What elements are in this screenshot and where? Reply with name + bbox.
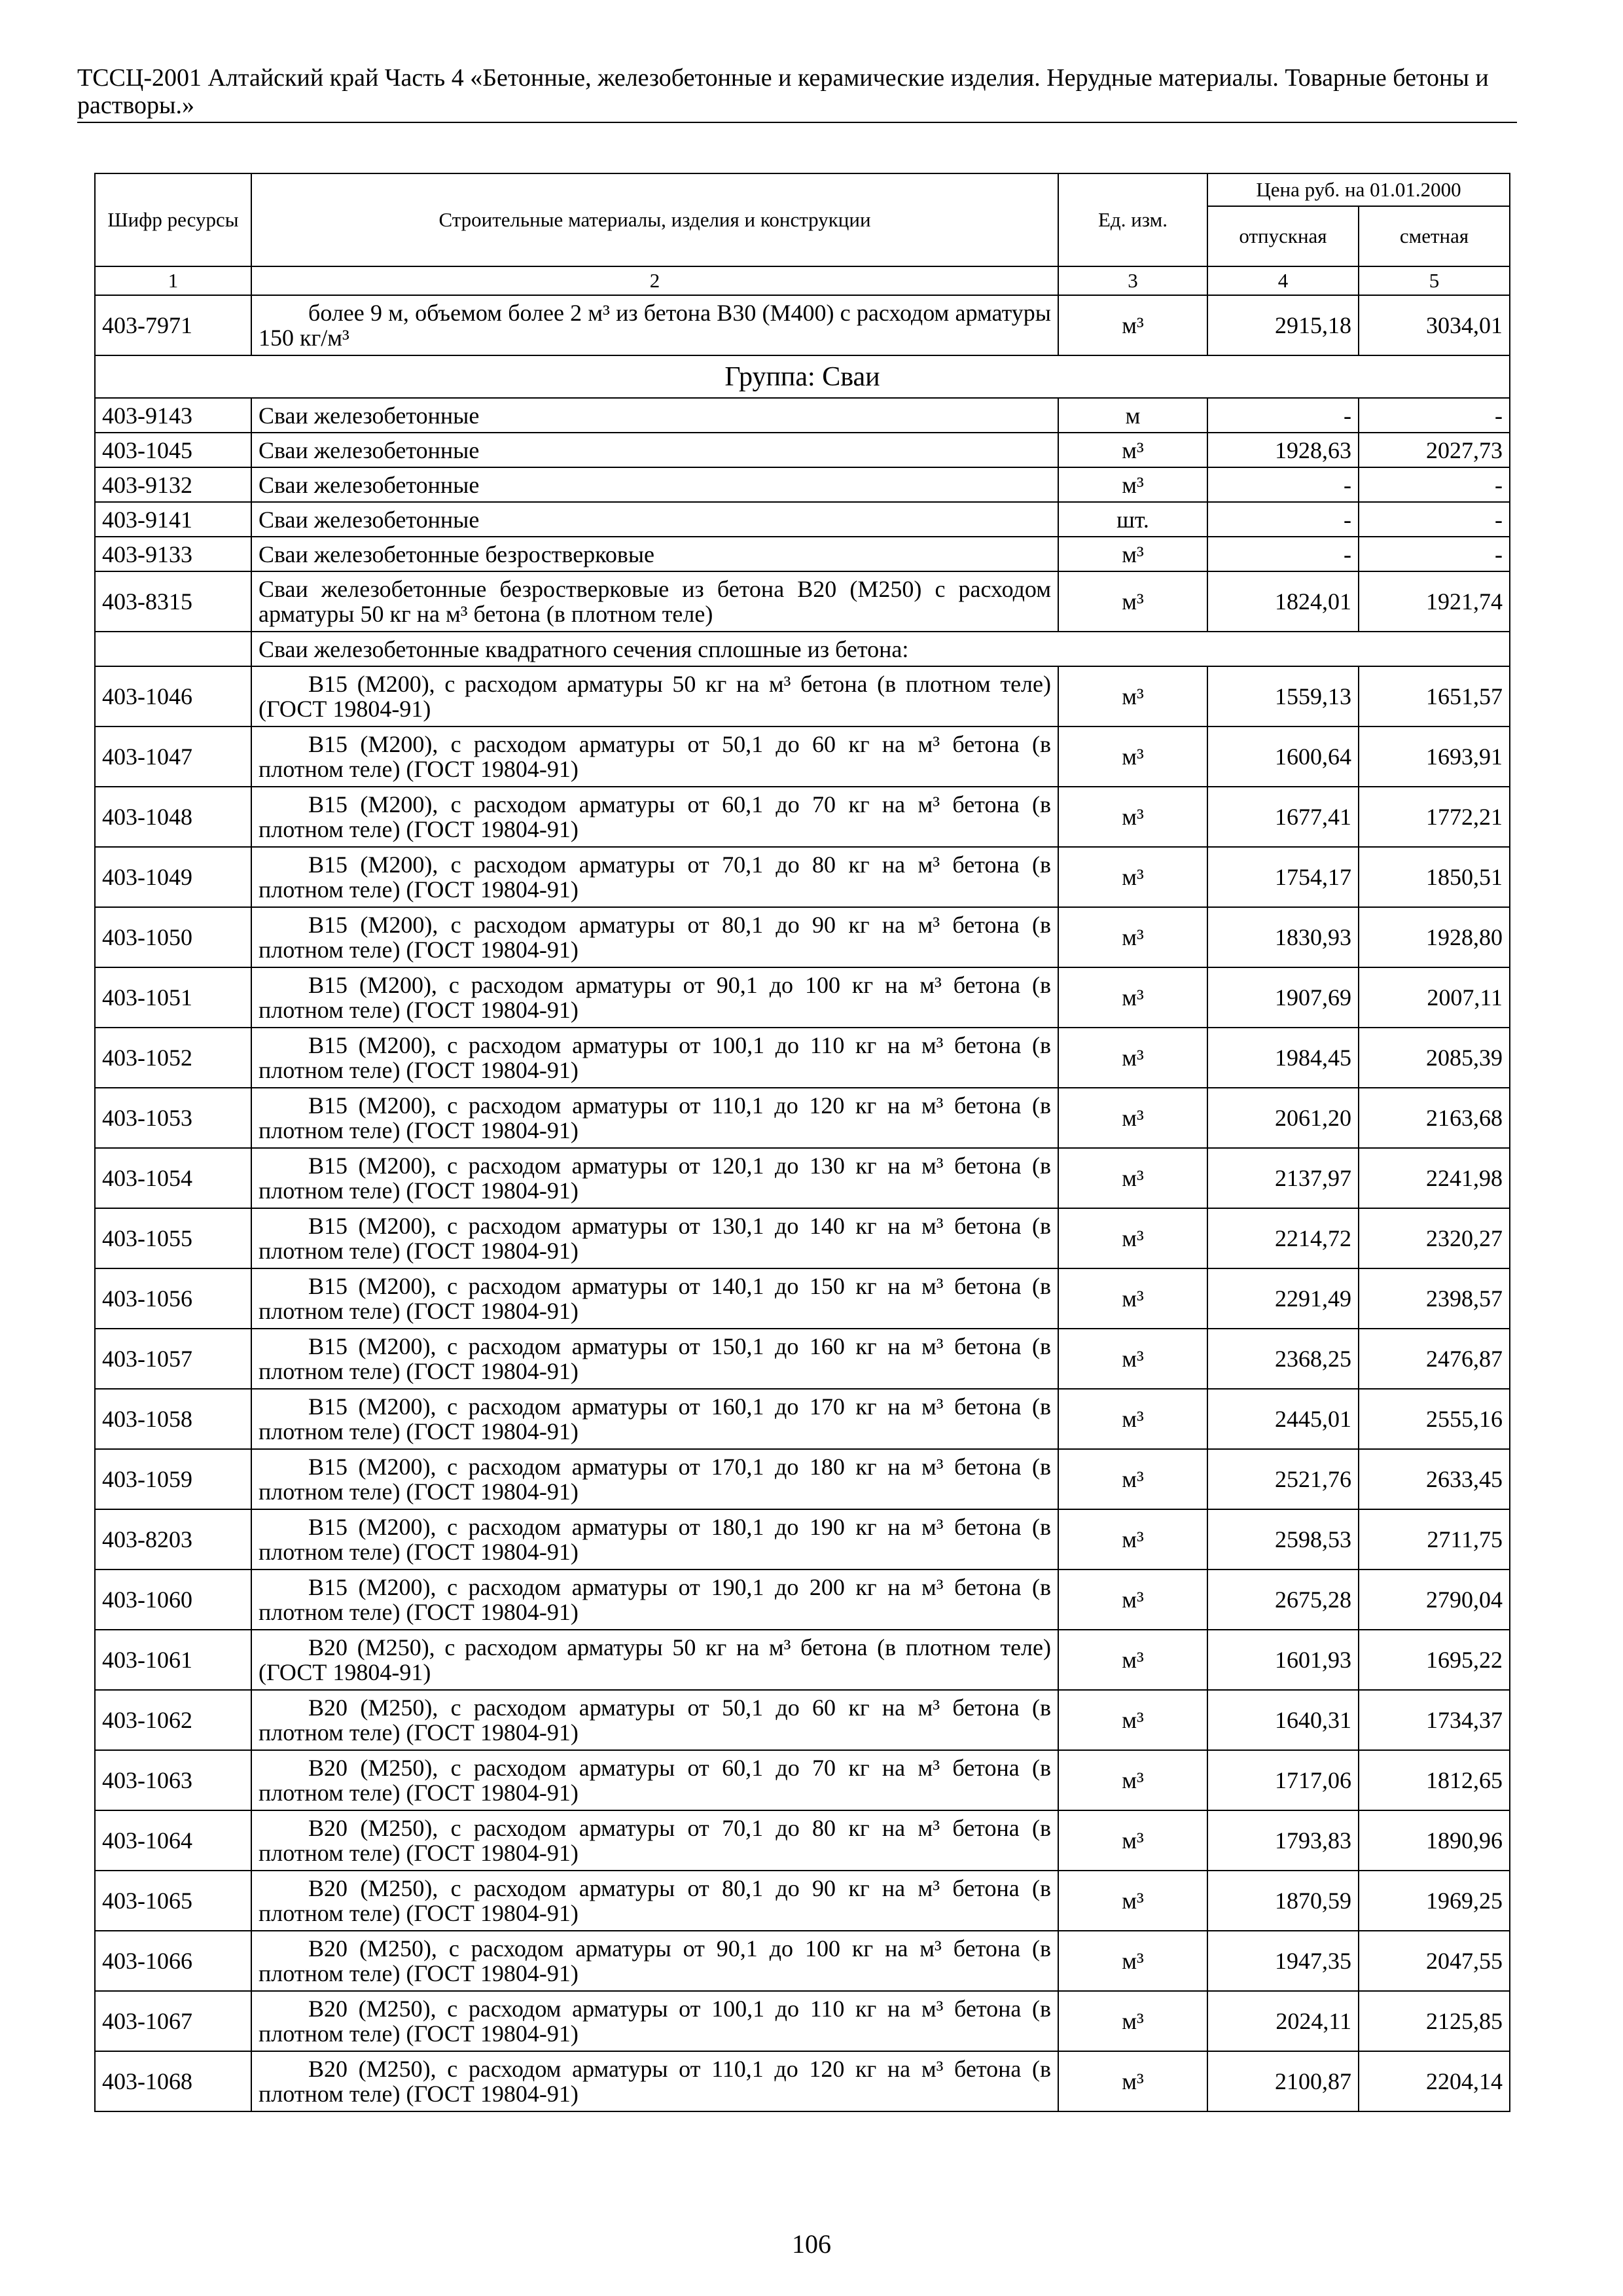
release-price: 1870,59 <box>1207 1871 1359 1931</box>
estimate-price: 2007,11 <box>1359 967 1510 1028</box>
resource-description: В15 (М200), с расходом арматуры от 130,1 до 140 кг на м³ бетона (в плотном теле) (ГОСТ 19804-91) <box>251 1208 1058 1268</box>
release-price: 1754,17 <box>1207 847 1359 907</box>
resource-code: 403-1059 <box>95 1449 251 1509</box>
table-row <box>95 907 1510 967</box>
estimate-price: 1772,21 <box>1359 787 1510 847</box>
resource-code: 403-1056 <box>95 1268 251 1329</box>
release-price: 1640,31 <box>1207 1690 1359 1750</box>
unit-of-measure: м³ <box>1058 1509 1207 1570</box>
table-row <box>95 1148 1510 1208</box>
estimate-price: 2555,16 <box>1359 1389 1510 1449</box>
unit-of-measure: м³ <box>1058 1028 1207 1088</box>
release-price: 2024,11 <box>1207 1991 1359 2051</box>
resource-description: В20 (М250), с расходом арматуры от 90,1 до 100 кг на м³ бетона (в плотном теле) (ГОСТ 19804-91) <box>251 1931 1058 1991</box>
release-price: 2915,18 <box>1207 295 1359 355</box>
price-table <box>94 173 1510 2112</box>
resource-description: В20 (М250), с расходом арматуры от 70,1 до 80 кг на м³ бетона (в плотном теле) (ГОСТ 19804-91) <box>251 1810 1058 1871</box>
resource-description: более 9 м, объемом более 2 м³ из бетона В30 (М400) с расходом арматуры 150 кг/м³ <box>251 295 1058 355</box>
release-price: 2598,53 <box>1207 1509 1359 1570</box>
resource-code: 403-1061 <box>95 1630 251 1690</box>
resource-code: 403-9143 <box>95 398 251 433</box>
unit-of-measure: м³ <box>1058 1931 1207 1991</box>
resource-description: В15 (М200), с расходом арматуры от 150,1 до 160 кг на м³ бетона (в плотном теле) (ГОСТ 19804-91) <box>251 1329 1058 1389</box>
unit-of-measure: м <box>1058 398 1207 433</box>
unit-of-measure: м³ <box>1058 433 1207 467</box>
table-row <box>95 1509 1510 1570</box>
table-row <box>95 726 1510 787</box>
resource-code: 403-1048 <box>95 787 251 847</box>
column-header-estimate-price: сметная <box>1359 206 1510 266</box>
estimate-price: 2320,27 <box>1359 1208 1510 1268</box>
estimate-price: - <box>1359 537 1510 571</box>
resource-description: В15 (М200), с расходом арматуры от 190,1 до 200 кг на м³ бетона (в плотном теле) (ГОСТ 19804-91) <box>251 1570 1058 1630</box>
unit-of-measure: шт. <box>1058 502 1207 537</box>
table-row <box>95 1088 1510 1148</box>
resource-code: 403-1047 <box>95 726 251 787</box>
release-price: 1984,45 <box>1207 1028 1359 1088</box>
table-row <box>95 467 1510 502</box>
resource-code: 403-8315 <box>95 571 251 632</box>
estimate-price: 1850,51 <box>1359 847 1510 907</box>
section-heading: Сваи железобетонные квадратного сечения сплошные из бетона: <box>251 632 1510 666</box>
table-row <box>95 1208 1510 1268</box>
release-price: 2368,25 <box>1207 1329 1359 1389</box>
table-row <box>95 537 1510 571</box>
estimate-price: - <box>1359 398 1510 433</box>
unit-of-measure: м³ <box>1058 1208 1207 1268</box>
resource-description: В15 (М200), с расходом арматуры от 80,1 до 90 кг на м³ бетона (в плотном теле) (ГОСТ 19804-91) <box>251 907 1058 967</box>
resource-description: В15 (М200), с расходом арматуры от 60,1 до 70 кг на м³ бетона (в плотном теле) (ГОСТ 19804-91) <box>251 787 1058 847</box>
table-row <box>95 1931 1510 1991</box>
header-rule <box>77 122 1517 123</box>
table-row <box>95 666 1510 726</box>
unit-of-measure: м³ <box>1058 1389 1207 1449</box>
column-number: 5 <box>1359 266 1510 295</box>
resource-description: В15 (М200), с расходом арматуры от 110,1 до 120 кг на м³ бетона (в плотном теле) (ГОСТ 19804-91) <box>251 1088 1058 1148</box>
resource-code: 403-1053 <box>95 1088 251 1148</box>
release-price: 2521,76 <box>1207 1449 1359 1509</box>
estimate-price: 1890,96 <box>1359 1810 1510 1871</box>
release-price: 1600,64 <box>1207 726 1359 787</box>
unit-of-measure: м³ <box>1058 1148 1207 1208</box>
unit-of-measure: м³ <box>1058 726 1207 787</box>
resource-code: 403-1058 <box>95 1389 251 1449</box>
release-price: 2061,20 <box>1207 1088 1359 1148</box>
resource-description: В20 (М250), с расходом арматуры от 100,1 до 110 кг на м³ бетона (в плотном теле) (ГОСТ 19804-91) <box>251 1991 1058 2051</box>
table-row <box>95 1871 1510 1931</box>
resource-code: 403-1060 <box>95 1570 251 1630</box>
estimate-price: 2633,45 <box>1359 1449 1510 1509</box>
unit-of-measure: м³ <box>1058 1750 1207 1810</box>
unit-of-measure: м³ <box>1058 1630 1207 1690</box>
resource-code: 403-9141 <box>95 502 251 537</box>
group-heading-row <box>95 355 1510 398</box>
unit-of-measure: м³ <box>1058 2051 1207 2111</box>
unit-of-measure: м³ <box>1058 1329 1207 1389</box>
resource-code: 403-1067 <box>95 1991 251 2051</box>
table-row <box>95 571 1510 632</box>
resource-code: 403-1057 <box>95 1329 251 1389</box>
estimate-price: 2163,68 <box>1359 1088 1510 1148</box>
table-row <box>95 967 1510 1028</box>
table-row <box>95 1389 1510 1449</box>
release-price: 2291,49 <box>1207 1268 1359 1329</box>
resource-code: 403-1054 <box>95 1148 251 1208</box>
table-row <box>95 1630 1510 1690</box>
release-price: - <box>1207 537 1359 571</box>
release-price: 1928,63 <box>1207 433 1359 467</box>
resource-code: 403-1066 <box>95 1931 251 1991</box>
resource-description: Сваи железобетонные безростверковые из бетона В20 (М250) с расходом арматуры 50 кг на м³ бетона (в плотном теле) <box>251 571 1058 632</box>
release-price: 2214,72 <box>1207 1208 1359 1268</box>
column-number: 3 <box>1058 266 1207 295</box>
unit-of-measure: м³ <box>1058 1449 1207 1509</box>
column-header-name: Строительные материалы, изделия и конструкции <box>251 173 1058 266</box>
resource-code: 403-1065 <box>95 1871 251 1931</box>
resource-description: В15 (М200), с расходом арматуры от 120,1 до 130 кг на м³ бетона (в плотном теле) (ГОСТ 19804-91) <box>251 1148 1058 1208</box>
resource-code: 403-9132 <box>95 467 251 502</box>
resource-description: Сваи железобетонные <box>251 433 1058 467</box>
table-row <box>95 1329 1510 1389</box>
estimate-price: 2476,87 <box>1359 1329 1510 1389</box>
resource-code: 403-1063 <box>95 1750 251 1810</box>
estimate-price: 2125,85 <box>1359 1991 1510 2051</box>
group-heading: Группа: Сваи <box>95 355 1510 398</box>
resource-code: 403-1051 <box>95 967 251 1028</box>
estimate-price: 2711,75 <box>1359 1509 1510 1570</box>
resource-description: В15 (М200), с расходом арматуры 50 кг на м³ бетона (в плотном теле) (ГОСТ 19804-91) <box>251 666 1058 726</box>
table-row <box>95 2051 1510 2111</box>
page-number: 106 <box>792 2229 831 2259</box>
column-header-release-price: отпускная <box>1207 206 1359 266</box>
column-number: 2 <box>251 266 1058 295</box>
resource-code: 403-1052 <box>95 1028 251 1088</box>
table-row <box>95 1449 1510 1509</box>
release-price: 1793,83 <box>1207 1810 1359 1871</box>
table-row <box>95 398 1510 433</box>
resource-code: 403-1050 <box>95 907 251 967</box>
estimate-price: 1734,37 <box>1359 1690 1510 1750</box>
table-row <box>95 502 1510 537</box>
column-header-code: Шифр ресурсы <box>95 173 251 266</box>
table-row <box>95 847 1510 907</box>
unit-of-measure: м³ <box>1058 847 1207 907</box>
estimate-price: 1693,91 <box>1359 726 1510 787</box>
estimate-price: 2047,55 <box>1359 1931 1510 1991</box>
resource-code: 403-1049 <box>95 847 251 907</box>
resource-description: В20 (М250), с расходом арматуры от 110,1 до 120 кг на м³ бетона (в плотном теле) (ГОСТ 19804-91) <box>251 2051 1058 2111</box>
resource-description: В15 (М200), с расходом арматуры от 180,1 до 190 кг на м³ бетона (в плотном теле) (ГОСТ 19804-91) <box>251 1509 1058 1570</box>
release-price: 1559,13 <box>1207 666 1359 726</box>
estimate-price: 1695,22 <box>1359 1630 1510 1690</box>
estimate-price: 1812,65 <box>1359 1750 1510 1810</box>
unit-of-measure: м³ <box>1058 1690 1207 1750</box>
table-row <box>95 1570 1510 1630</box>
table-row <box>95 1028 1510 1088</box>
estimate-price: 3034,01 <box>1359 295 1510 355</box>
resource-description: Сваи железобетонные <box>251 467 1058 502</box>
unit-of-measure: м³ <box>1058 967 1207 1028</box>
resource-code: 403-8203 <box>95 1509 251 1570</box>
estimate-price: 2241,98 <box>1359 1148 1510 1208</box>
unit-of-measure: м³ <box>1058 571 1207 632</box>
release-price: 2445,01 <box>1207 1389 1359 1449</box>
estimate-price: - <box>1359 502 1510 537</box>
table-row <box>95 1810 1510 1871</box>
estimate-price: 2398,57 <box>1359 1268 1510 1329</box>
release-price: 2137,97 <box>1207 1148 1359 1208</box>
estimate-price: 1651,57 <box>1359 666 1510 726</box>
estimate-price: 1928,80 <box>1359 907 1510 967</box>
document-header: ТССЦ-2001 Алтайский край Часть 4 «Бетонные, железобетонные и керамические изделия. Нерудные материалы. Товарные бетоны и растворы.» <box>77 64 1489 119</box>
unit-of-measure: м³ <box>1058 1268 1207 1329</box>
unit-of-measure: м³ <box>1058 467 1207 502</box>
estimate-price: 1921,74 <box>1359 571 1510 632</box>
table-row <box>95 1268 1510 1329</box>
resource-code: 403-1046 <box>95 666 251 726</box>
estimate-price: 2204,14 <box>1359 2051 1510 2111</box>
release-price: 1830,93 <box>1207 907 1359 967</box>
column-header-unit: Ед. изм. <box>1058 173 1207 266</box>
unit-of-measure: м³ <box>1058 1810 1207 1871</box>
resource-code: 403-1064 <box>95 1810 251 1871</box>
table-row <box>95 295 1510 355</box>
release-price: 1601,93 <box>1207 1630 1359 1690</box>
resource-description: Сваи железобетонные <box>251 502 1058 537</box>
column-number: 1 <box>95 266 251 295</box>
estimate-price: 2027,73 <box>1359 433 1510 467</box>
resource-description: Сваи железобетонные безростверковые <box>251 537 1058 571</box>
release-price: - <box>1207 467 1359 502</box>
resource-description: В15 (М200), с расходом арматуры от 70,1 до 80 кг на м³ бетона (в плотном теле) (ГОСТ 19804-91) <box>251 847 1058 907</box>
table-row <box>95 1991 1510 2051</box>
resource-code: 403-1055 <box>95 1208 251 1268</box>
resource-code: 403-9133 <box>95 537 251 571</box>
resource-description: В15 (М200), с расходом арматуры от 170,1 до 180 кг на м³ бетона (в плотном теле) (ГОСТ 19804-91) <box>251 1449 1058 1509</box>
resource-code: 403-1045 <box>95 433 251 467</box>
table-row <box>95 433 1510 467</box>
unit-of-measure: м³ <box>1058 1871 1207 1931</box>
unit-of-measure: м³ <box>1058 537 1207 571</box>
resource-description: Сваи железобетонные <box>251 398 1058 433</box>
resource-code: 403-1062 <box>95 1690 251 1750</box>
unit-of-measure: м³ <box>1058 787 1207 847</box>
release-price: 2675,28 <box>1207 1570 1359 1630</box>
resource-description: В20 (М250), с расходом арматуры от 50,1 до 60 кг на м³ бетона (в плотном теле) (ГОСТ 19804-91) <box>251 1690 1058 1750</box>
unit-of-measure: м³ <box>1058 295 1207 355</box>
resource-description: В20 (М250), с расходом арматуры 50 кг на м³ бетона (в плотном теле) (ГОСТ 19804-91) <box>251 1630 1058 1690</box>
resource-description: В20 (М250), с расходом арматуры от 80,1 до 90 кг на м³ бетона (в плотном теле) (ГОСТ 19804-91) <box>251 1871 1058 1931</box>
estimate-price: 1969,25 <box>1359 1871 1510 1931</box>
unit-of-measure: м³ <box>1058 907 1207 967</box>
release-price: 2100,87 <box>1207 2051 1359 2111</box>
release-price: - <box>1207 398 1359 433</box>
section-heading-row <box>95 632 1510 666</box>
release-price: 1717,06 <box>1207 1750 1359 1810</box>
resource-code: 403-7971 <box>95 295 251 355</box>
table-body <box>95 295 1510 2111</box>
estimate-price: 2790,04 <box>1359 1570 1510 1630</box>
release-price: 1677,41 <box>1207 787 1359 847</box>
resource-description: В15 (М200), с расходом арматуры от 100,1 до 110 кг на м³ бетона (в плотном теле) (ГОСТ 19804-91) <box>251 1028 1058 1088</box>
resource-description: В15 (М200), с расходом арматуры от 140,1 до 150 кг на м³ бетона (в плотном теле) (ГОСТ 19804-91) <box>251 1268 1058 1329</box>
resource-description: В15 (М200), с расходом арматуры от 160,1 до 170 кг на м³ бетона (в плотном теле) (ГОСТ 19804-91) <box>251 1389 1058 1449</box>
resource-code: 403-1068 <box>95 2051 251 2111</box>
release-price: 1824,01 <box>1207 571 1359 632</box>
resource-description: В15 (М200), с расходом арматуры от 50,1 до 60 кг на м³ бетона (в плотном теле) (ГОСТ 19804-91) <box>251 726 1058 787</box>
table-row <box>95 787 1510 847</box>
unit-of-measure: м³ <box>1058 1088 1207 1148</box>
release-price: 1947,35 <box>1207 1931 1359 1991</box>
release-price: - <box>1207 502 1359 537</box>
table-row <box>95 1750 1510 1810</box>
column-number: 4 <box>1207 266 1359 295</box>
resource-description: В15 (М200), с расходом арматуры от 90,1 до 100 кг на м³ бетона (в плотном теле) (ГОСТ 19804-91) <box>251 967 1058 1028</box>
table-row <box>95 1690 1510 1750</box>
column-header-price: Цена руб. на 01.01.2000 <box>1207 173 1510 206</box>
resource-description: В20 (М250), с расходом арматуры от 60,1 до 70 кг на м³ бетона (в плотном теле) (ГОСТ 19804-91) <box>251 1750 1058 1810</box>
estimate-price: 2085,39 <box>1359 1028 1510 1088</box>
unit-of-measure: м³ <box>1058 1991 1207 2051</box>
unit-of-measure: м³ <box>1058 1570 1207 1630</box>
unit-of-measure: м³ <box>1058 666 1207 726</box>
estimate-price: - <box>1359 467 1510 502</box>
empty-code-cell <box>95 632 251 666</box>
release-price: 1907,69 <box>1207 967 1359 1028</box>
